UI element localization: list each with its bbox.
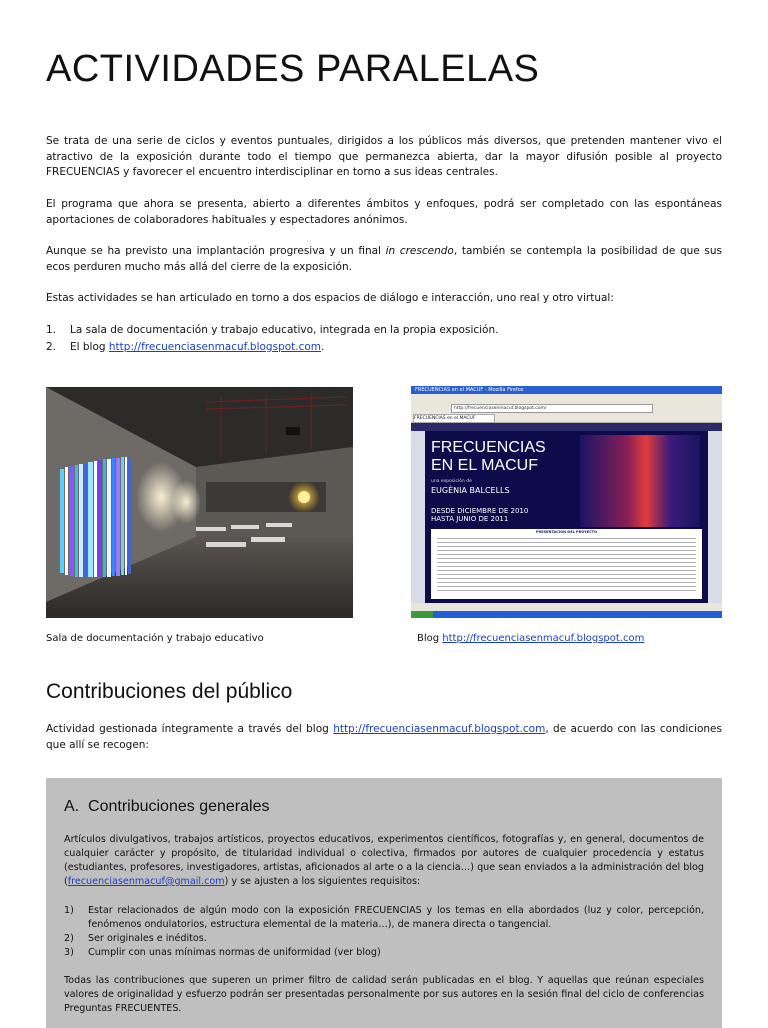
section-text-after: , de acuerdo con las condiciones que allí se recogen: (46, 723, 722, 751)
intro-p3-italic: in crescendo (385, 245, 454, 257)
blog-subtitle: una exposición de (431, 479, 472, 484)
blog-post-area (431, 529, 702, 599)
requirement-number: 1) (64, 905, 74, 916)
box-p1-after: ) y se ajusten a los siguientes requisitos: (224, 876, 421, 887)
start-button[interactable] (411, 611, 433, 618)
tab-label: FRECUENCIAS en el MACUF (414, 416, 476, 421)
section-blog-link[interactable]: http://frecuenciasenmacuf.blogspot.com (333, 723, 546, 735)
blog-post-heading: PRESENTACIÓN DEL PROYECTO (535, 530, 598, 534)
list-number: 1. (46, 324, 57, 336)
box-p1-before: Artículos divulgativos, trabajos artísticos, proyectos educativos, experimentos científicos, fotografías y, en general, documentos de cualquier carácter y propósito, de titularidad individual o colectiva, firmados por autores de cualquier procedencia y estatus (estudiantes, profesores, investigadores, artistas, aficionados al arte o a la ciencia…) que sean enviados a la administración del blog ( (64, 834, 704, 887)
browser-statusbar (411, 603, 722, 611)
requirement-item (64, 946, 704, 960)
intro-paragraph-3 (46, 244, 722, 275)
list-text: La sala de documentación y trabajo educativo, integrada en la propia exposición. (70, 324, 499, 336)
browser-titlebar (411, 386, 722, 394)
blog-title-line-1: FRECUENCIAS (431, 439, 546, 456)
requirement-text: Cumplir con unas mínimas normas de uniformidad (ver blog) (88, 947, 381, 958)
left-caption: Sala de documentación y trabajo educativo (46, 633, 264, 644)
right-caption (417, 633, 644, 644)
right-caption-text: Blog (417, 633, 443, 644)
blog-link[interactable]: http://frecuenciasenmacuf.blogspot.com (108, 341, 322, 353)
window-title: FRECUENCIAS en el MACUF - Mozilla Firefox (415, 387, 524, 393)
section-text-before: Actividad gestionada íntegramente a través del blog (46, 723, 334, 735)
intro-p3-before: Aunque se ha previsto una implantación progresiva y un final (46, 245, 386, 257)
blog-screenshot (411, 386, 722, 618)
spaces-list (46, 322, 722, 356)
list-text-before: El blog (70, 341, 109, 353)
box-paragraph-1 (64, 833, 704, 889)
section-paragraph (46, 722, 722, 753)
blog-dates-line-1: DESDE DICIEMBRE DE 2010 (431, 507, 529, 515)
blog-title (431, 439, 546, 475)
address-bar[interactable] (451, 404, 653, 413)
list-item (46, 322, 722, 339)
blog-title-line-2: EN EL MACUF (431, 457, 538, 474)
list-text-after: . (321, 341, 325, 353)
intro-paragraph-4: Estas actividades se han articulado en torno a dos espacios de diálogo e interacción, uno real y otro virtual: (46, 292, 614, 304)
intro-paragraph-1: Se trata de una serie de ciclos y eventos puntuales, dirigidos a los públicos más diversos, que pretenden mantener vivo el atractivo de la exposición durante todo el tiempo que permanezca abierta, dar la mayor difusión posible al proyecto FRECUENCIAS y favorecer el encuentro interdisciplinar en torno a sus ideas centrales. (46, 135, 722, 178)
address-url: http://frecuenciasenmacuf.blogspot.com/ (454, 406, 547, 411)
browser-toolbar (411, 394, 722, 423)
list-text (70, 339, 324, 356)
blog-navbar (411, 423, 722, 431)
list-number: 2. (46, 341, 57, 353)
section-heading: Contribuciones del público (46, 680, 293, 703)
list-item (46, 339, 722, 356)
requirement-text: Ser originales e inéditos. (88, 933, 207, 944)
documentation-room-photo (46, 387, 353, 618)
intro-paragraph-2: El programa que ahora se presenta, abierto a diferentes ámbitos y enfoques, podrá ser completado con las espontáneas aportaciones de colaboradores habituales y espectadores anónimos. (46, 198, 722, 226)
intro-p3-after: , también se contempla la posibilidad de que sus ecos perduren mucho más allá del cierre de la exposición. (46, 245, 722, 273)
room-illustration (46, 387, 353, 618)
blog-header-photo (580, 435, 700, 527)
box-paragraph-2: Todas las contribuciones que superen un primer filtro de calidad serán publicadas en el blog. Y aquellas que reúnan especiales valores de originalidad y esfuerzo podrán ser presentadas personalmente por sus autores en la sesión final del ciclo de conferencias Preguntas FRECUENTES. (64, 975, 704, 1014)
blog-dates (431, 507, 528, 523)
blog-post-text (437, 538, 696, 594)
email-link[interactable]: frecuenciasenmacuf@gmail.com (67, 876, 225, 887)
requirement-number: 2) (64, 933, 74, 944)
taskbar (411, 611, 722, 618)
box-heading-text: Contribuciones generales (88, 798, 270, 815)
browser-tab[interactable] (413, 414, 495, 423)
box-heading-letter: A. (64, 798, 80, 815)
page-title: ACTIVIDADES PARALELAS (46, 48, 540, 90)
requirement-number: 3) (64, 947, 74, 958)
caption-blog-link[interactable]: http://frecuenciasenmacuf.blogspot.com (442, 633, 645, 644)
blog-content (425, 431, 708, 603)
contributions-box (46, 778, 722, 1028)
requirement-text: Estar relacionados de algún modo con la exposición FRECUENCIAS y los temas en ella abordados (luz y color, percepción, fenómenos ondulatorios, estructura elemental de la materia…), de manera directa o tangencial. (88, 905, 704, 930)
blog-dates-line-2: HASTA JUNIO DE 2011 (431, 515, 509, 523)
requirement-item (64, 904, 704, 932)
blog-artist: EUGÈNIA BALCELLS (431, 486, 510, 495)
box-heading (64, 798, 269, 816)
requirement-item (64, 932, 704, 946)
